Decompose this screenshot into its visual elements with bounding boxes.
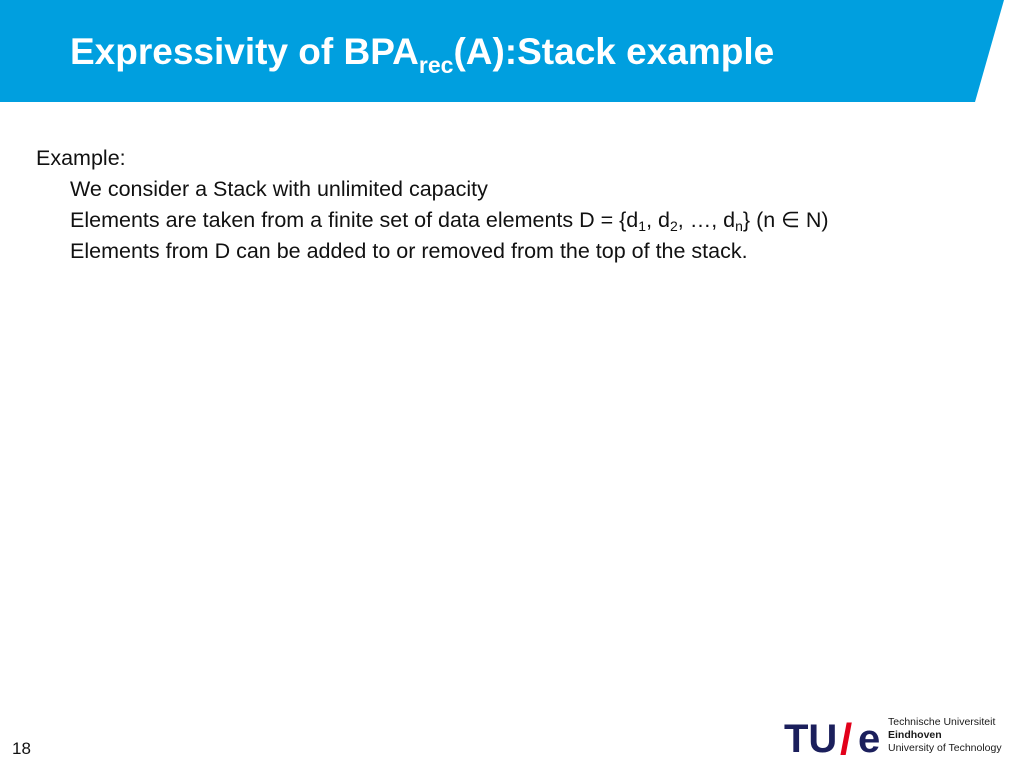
slide-title: [70, 30, 775, 78]
logo-mark-right: e: [858, 717, 881, 760]
line2-part2: , d: [646, 208, 670, 232]
line2-sub3: n: [735, 218, 743, 234]
title-main: Expressivity of BPA: [70, 31, 419, 72]
title-bar: [0, 0, 1024, 102]
line2-sub2: 2: [669, 218, 678, 234]
line2-part1: Elements are taken from a finite set of data elements D = {d: [70, 208, 639, 232]
body-line-1: We consider a Stack with unlimited capacity: [70, 177, 488, 201]
line2-part4: } (n ∈ N): [742, 208, 829, 232]
logo-text-line-1: Technische Universiteit: [888, 716, 996, 728]
line2-sub1: 1: [638, 218, 647, 234]
body-heading: Example:: [36, 146, 126, 170]
logo-text: [888, 716, 1002, 755]
tue-logo-mark: [784, 712, 884, 760]
slide-body: [36, 143, 996, 267]
logo-mark-slash: /: [840, 715, 853, 760]
body-line-3: Elements from D can be added to or removed from the top of the stack.: [70, 239, 748, 263]
title-subscript: rec: [418, 52, 454, 78]
logo-text-line-3: University of Technology: [888, 742, 1002, 754]
title-rest: (A):Stack example: [453, 31, 775, 72]
logo-mark-left: TU: [784, 717, 838, 760]
tue-logo: [784, 712, 1016, 760]
line2-part3: , …, d: [677, 208, 736, 232]
logo-text-line-2: Eindhoven: [888, 729, 942, 741]
page-number: 18: [12, 739, 31, 758]
body-line-2: [36, 205, 996, 236]
